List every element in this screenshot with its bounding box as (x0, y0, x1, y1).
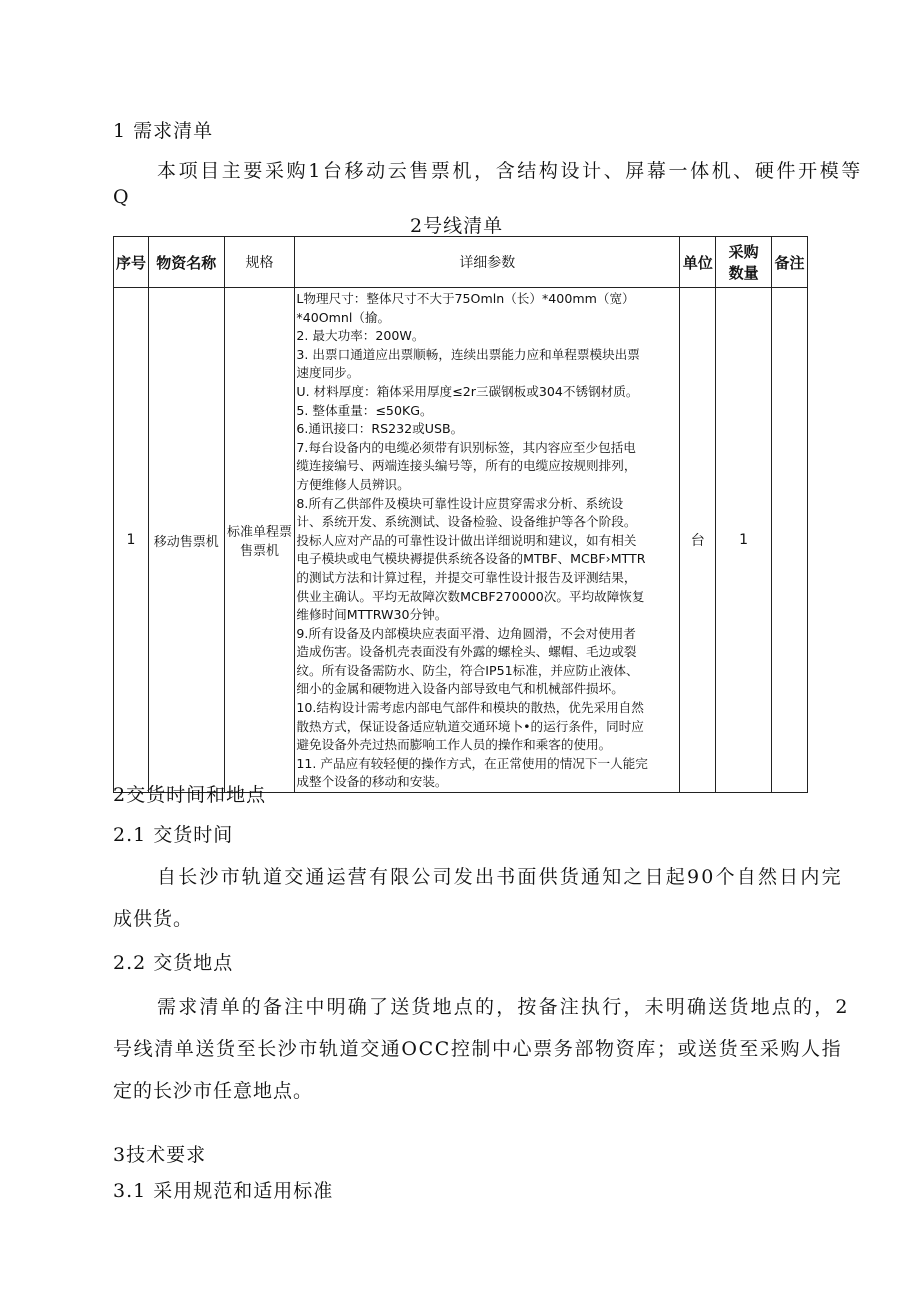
cell-unit: 台 (680, 288, 716, 793)
detail-line: 9.所有设备及内部模块应表面平滑、边角圆滑，不会对使用者 (296, 625, 636, 641)
detail-line: 7.每台设备内的电缆必须带有识别标签，其内容应至少包括电 (296, 439, 636, 455)
detail-line: 6.通讯接口：RS232或USB。 (296, 421, 464, 437)
detail-line: 方便维修人员辨识。 (296, 476, 410, 492)
detail-line: 3. 出票口通道应出票顺畅，连续出票能力应和单程票模块出票 (296, 346, 640, 362)
detail-line: 电子模块或电气模块褥提供系统各设备的MTBF、MCBF›MTTR (296, 551, 646, 567)
header-no: 序号 (114, 237, 149, 288)
detail-line: 维修时间MTTRW30分钟。 (296, 607, 448, 623)
detail-line: 10.结构设计需考虑内部电气部件和模块的散热，优先采用自然 (296, 700, 644, 716)
detail-line: L物理尺寸：整体尺寸不大于75Omln（长）*400mm（宽） (296, 291, 635, 306)
detail-line: 11. 产品应有较轻便的操作方式，在正常使用的情况下一人能完 (296, 755, 648, 771)
section-2-2-heading: 2.2 交货地点 (113, 952, 234, 974)
header-name: 物资名称 (148, 237, 224, 288)
detail-line: 缆连接编号、两端连接头编号等，所有的电缆应按规则排列， (296, 458, 637, 474)
cell-note (772, 288, 808, 793)
detail-line: U. 材料厚度：箱体采用厚度≤2r三碳钢板或304不锈钢材质。 (296, 383, 639, 399)
detail-line: 计、系统开发、系统测试、设备检验、设备维护等各个阶段。 (296, 514, 637, 530)
detail-line: 成整个设备的移动和安装。 (296, 774, 448, 790)
intro-line-2: Q (113, 186, 130, 208)
cell-details (295, 288, 680, 793)
table-row (114, 288, 808, 793)
delivery-place-line-1: 需求清单的备注中明确了送货地点的，按备注执行，未明确送货地点的，2 (157, 996, 850, 1018)
detail-line: 细小的金属和硬物进入设备内部导致电气和机械部件损坏。 (296, 681, 624, 697)
detail-line: 投标人应对产品的可靠性设计做出详细说明和建议，如有相关 (296, 532, 637, 548)
detail-line: 纹。所有设备需防水、防尘，符合IP51标准，并应防止液体、 (296, 662, 639, 678)
header-spec: 规格 (224, 237, 295, 288)
table-caption: 2号线清单 (410, 215, 504, 237)
detail-line: 8.所有乙供部件及模块可靠性设计应贯穿需求分析、系统设 (296, 495, 624, 511)
intro-line-1: 本项目主要采购1台移动云售票机，含结构设计、屏幕一体机、硬件开模等 (157, 160, 863, 182)
cell-qty: 1 (716, 288, 772, 793)
detail-line: 避免设备外壳过热而膨响工作人员的操作和乘客的使用。 (296, 737, 612, 753)
requirements-table (113, 236, 808, 793)
detail-line: 2. 最大功率：200W。 (296, 328, 425, 344)
header-qty: 采购数量 (716, 237, 772, 288)
delivery-place-line-3: 定的长沙市任意地点。 (113, 1080, 314, 1102)
cell-spec: 标准单程票售票机 (224, 288, 295, 793)
cell-name: 移动售票机 (148, 288, 224, 793)
detail-line: *40Omnl（揄。 (296, 309, 391, 325)
detail-line: 造成伤害。设备机壳表面没有外露的螺栓头、螺帽、毛边或裂 (296, 644, 637, 660)
header-note: 备注 (772, 237, 808, 288)
detail-line: 散热方式，保证设备适应轨道交通环境卜•的运行条件，同时应 (296, 718, 644, 734)
section-1-heading: 1 需求清单 (113, 120, 214, 142)
section-3-heading: 3技术要求 (113, 1144, 207, 1166)
header-unit: 单位 (680, 237, 716, 288)
detail-line: 5. 整体重量：≤50KG。 (296, 402, 433, 418)
section-3-1-heading: 3.1 采用规范和适用标准 (113, 1180, 334, 1202)
detail-line: 的测试方法和计算过程，并提交可靠性设计报告及评测结果， (296, 569, 637, 585)
header-details: 详细参数 (295, 237, 680, 288)
detail-line: 速度同步。 (296, 365, 360, 381)
section-2-heading: 2交货时间和地点 (113, 784, 267, 806)
detail-line: 供业主确认。平均无故障次数MCBF270000次。平均故障恢复 (296, 588, 645, 604)
table-header-row (114, 237, 808, 288)
cell-no: 1 (114, 288, 149, 793)
delivery-place-line-2: 号线清单送货至长沙市轨道交通OCC控制中心票务部物资库；或送货至采购人指 (113, 1038, 843, 1060)
delivery-time-line-2: 成供货。 (113, 908, 194, 930)
delivery-time-line-1: 自长沙市轨道交通运营有限公司发出书面供货通知之日起90个自然日内完 (157, 866, 843, 888)
section-2-1-heading: 2.1 交货时间 (113, 824, 234, 846)
